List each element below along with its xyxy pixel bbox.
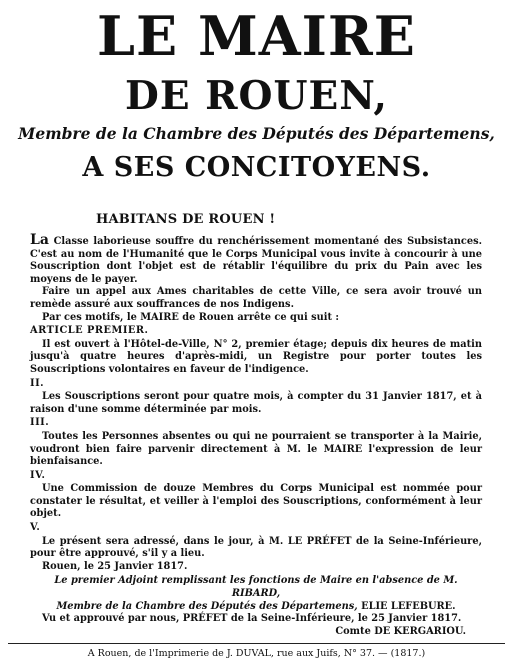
paragraph-2: Faire un appel aux Ames charitables de cette Ville, ce sera avoir trouvé un remède assuré aux souffrances de nos Indigens. [30, 286, 482, 310]
title-le-maire: LE MAIRE [97, 4, 416, 68]
article-1-heading: ARTICLE PREMIER. [30, 325, 149, 337]
paragraph-1 [30, 234, 482, 286]
article-2-heading: II. [30, 377, 45, 389]
article-2-text: Les Souscriptions seront pour quatre mois, à compter du 31 Janvier 1817, et à raison d'une somme déterminée par mois. [30, 391, 482, 415]
adjoint-line-1: Le premier Adjoint remplissant les fonctions de Maire en l'absence de M. RIBARD, [54, 575, 458, 600]
prefect-signature: Comte DE KERGARIOU. [335, 625, 466, 637]
article-5-text: Le présent sera adressé, dans le jour, à M. LE PRÉFET de la Seine-Inférieure, pour être approuvé, s'il y a lieu. [30, 535, 482, 560]
adjoint-line-2 [30, 601, 482, 614]
article-4-heading: IV. [30, 469, 46, 481]
date-line: Rouen, le 25 Janvier 1817. [42, 560, 188, 572]
article-3-heading: III. [30, 417, 50, 429]
drop-cap: La [30, 232, 49, 248]
prefect-approval: Vu et approuvé par nous, PRÉFET de la Seine-Inférieure, le 25 Janvier 1817. [42, 613, 462, 625]
address-habitans: HABITANS DE ROUEN ! [96, 212, 276, 227]
subtitle-membre: Membre de la Chambre des Députés des Départemens, [18, 124, 495, 143]
title-concitoyens: A SES CONCITOYENS. [82, 152, 431, 183]
article-5-heading: V. [30, 522, 41, 534]
paragraph-1-text: Classe laborieuse souffre du renchérissement momentané des Subsistances. C'est au nom de l'Humanité que le Corps Municipal vous invite à concourir à une Souscription dont l'objet est de rétablir l'équilibre du prix du Pain avec les moyens de le payer. [30, 236, 482, 285]
paragraph-3: Par ces motifs, le MAIRE de Rouen arrête ce qui suit : [42, 311, 340, 323]
bottom-rule [8, 643, 505, 644]
adjoint-name: ELIE LEFEBURE. [357, 600, 456, 612]
title-de-rouen: DE ROUEN, [125, 73, 388, 119]
article-3-text: Toutes les Personnes absentes ou qui ne pourraient se transporter à la Mairie, voudront bien faire parvenir directement à M. le MAIRE l'expression de leur bienfaisance. [30, 430, 482, 468]
article-4-text: Une Commission de douze Membres du Corps Municipal est nommée pour constater le résultat, et veiller à l'emploi des Souscriptions, conformément à leur objet. [30, 483, 482, 520]
proclamation-body [30, 234, 482, 638]
adjoint-title: Membre de la Chambre des Députés des Départemens, [56, 600, 358, 612]
article-1-text: Il est ouvert à l'Hôtel-de-Ville, N° 2, premier étage; depuis dix heures de matin jusqu'à quatre heures d'après-midi, un Registre pour porter toutes les Souscriptions volontaires en faveur de l'indigence. [30, 338, 482, 375]
printer-imprint: A Rouen, de l'Imprimerie de J. DUVAL, rue aux Juifs, N° 37. — (1817.) [87, 648, 426, 659]
